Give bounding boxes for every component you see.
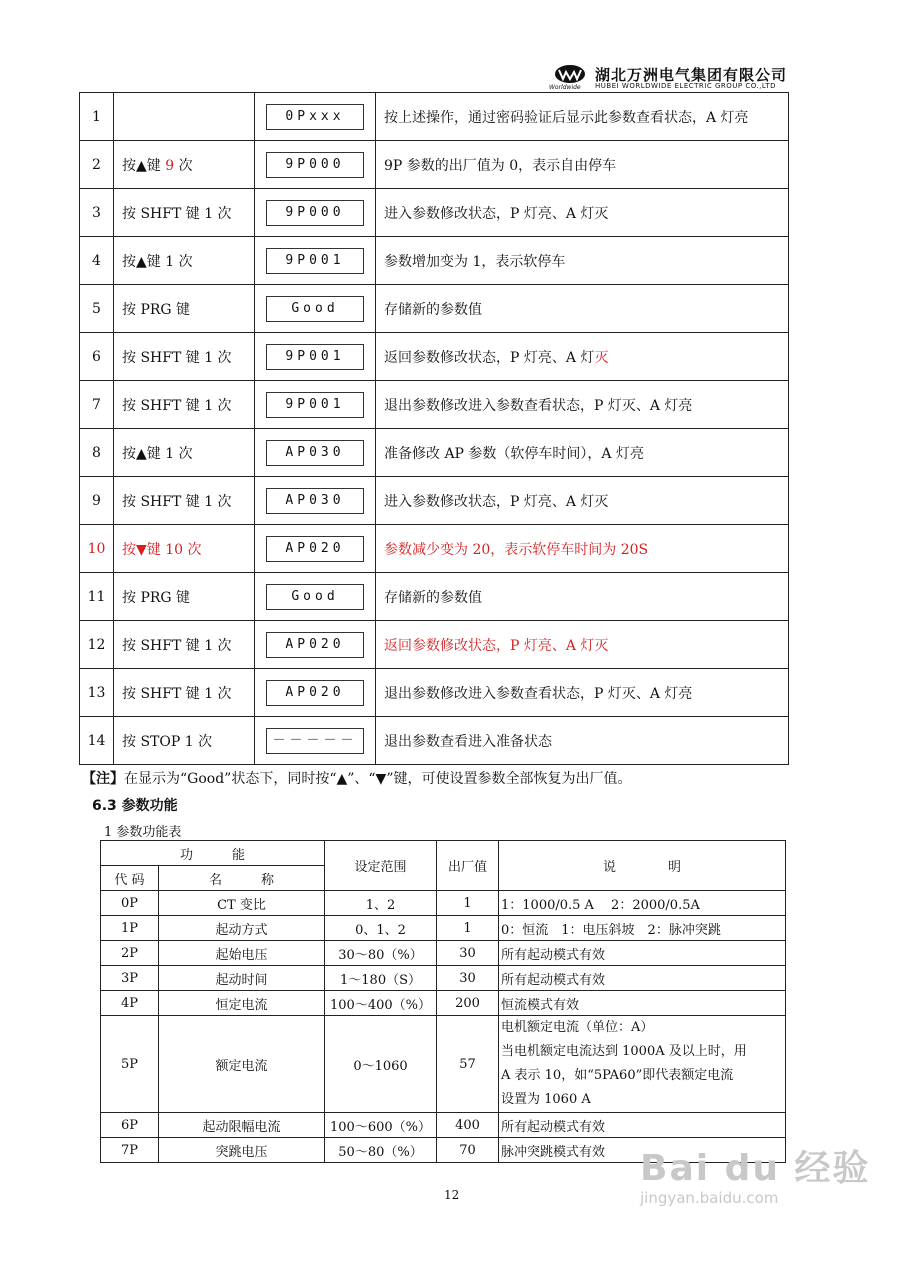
param-description: 电机额定电流（单位：A） 当电机额定电流达到 1000A 及以上时，用 A 表示 10，如“5PA60”即代表额定电流 设置为 1060 A xyxy=(499,1016,786,1113)
step-number: 4 xyxy=(80,237,114,285)
display-readout: －－－－－ xyxy=(266,728,364,754)
param-default: 200 xyxy=(437,991,499,1016)
param-range: 30～80（%） xyxy=(325,941,437,966)
step-number: 2 xyxy=(80,141,114,189)
step-description: 退出参数修改进入参数查看状态，P 灯灭、A 灯亮 xyxy=(376,669,789,717)
table-row xyxy=(101,916,786,941)
table-row xyxy=(80,477,789,525)
step-number: 11 xyxy=(80,573,114,621)
param-default: 400 xyxy=(437,1113,499,1138)
table-row xyxy=(101,891,786,916)
param-name: 恒定电流 xyxy=(159,991,325,1016)
param-code: 0P xyxy=(101,891,159,916)
display-readout: Good xyxy=(266,584,364,610)
param-range: 1、2 xyxy=(325,891,437,916)
param-name: 起动限幅电流 xyxy=(159,1113,325,1138)
param-code: 3P xyxy=(101,966,159,991)
param-default: 30 xyxy=(437,941,499,966)
parameter-function-table xyxy=(100,840,786,1163)
step-operation: 按 SHFT 键 1 次 xyxy=(114,669,255,717)
display-readout: AP020 xyxy=(266,536,364,562)
table-row xyxy=(80,429,789,477)
table-row xyxy=(80,573,789,621)
step-number: 5 xyxy=(80,285,114,333)
table-row xyxy=(80,525,789,573)
display-readout: AP030 xyxy=(266,488,364,514)
step-description: 按上述操作，通过密码验证后显示此参数查看状态，A 灯亮 xyxy=(376,93,789,141)
display-readout: 0Pxxx xyxy=(266,104,364,130)
step-operation: 按 PRG 键 xyxy=(114,285,255,333)
baidu-watermark: Bai du 经验 jingyan.baidu.com xyxy=(640,1148,871,1207)
section-title: 6.3 参数功能 xyxy=(92,798,178,814)
param-code: 1P xyxy=(101,916,159,941)
display-readout: 9P001 xyxy=(266,248,364,274)
table-row xyxy=(80,717,789,765)
step-description: 参数增加变为 1，表示软停车 xyxy=(376,237,789,285)
step-operation: 按 PRG 键 xyxy=(114,573,255,621)
table-header-row xyxy=(101,841,786,866)
table-row xyxy=(101,1113,786,1138)
step-number: 1 xyxy=(80,93,114,141)
operation-steps-table xyxy=(79,92,789,765)
note-text: 【注】在显示为“Good”状态下，同时按“▲”、“▼”键，可使设置参数全部恢复为出厂值。 xyxy=(82,771,632,787)
step-number: 14 xyxy=(80,717,114,765)
table-row xyxy=(80,93,789,141)
table-title: 1 参数功能表 xyxy=(104,825,182,840)
step-operation: 按 SHFT 键 1 次 xyxy=(114,333,255,381)
step-operation: 按▲键 1 次 xyxy=(114,237,255,285)
table-row xyxy=(101,1016,786,1113)
page-header xyxy=(545,64,825,92)
step-description: 返回参数修改状态，P 灯亮、A 灯灭 xyxy=(376,621,789,669)
step-description: 参数减少变为 20，表示软停车时间为 20S xyxy=(376,525,789,573)
param-name: 额定电流 xyxy=(159,1016,325,1113)
param-code: 4P xyxy=(101,991,159,1016)
param-default: 1 xyxy=(437,891,499,916)
param-range: 0、1、2 xyxy=(325,916,437,941)
param-description: 所有起动模式有效 xyxy=(499,966,786,991)
step-operation: 按 SHFT 键 1 次 xyxy=(114,381,255,429)
table-row xyxy=(101,966,786,991)
param-code: 7P xyxy=(101,1138,159,1163)
page-number: 12 xyxy=(444,1188,460,1202)
param-name: 起始电压 xyxy=(159,941,325,966)
param-default: 57 xyxy=(437,1016,499,1113)
step-number: 9 xyxy=(80,477,114,525)
step-description: 退出参数查看进入准备状态 xyxy=(376,717,789,765)
table-row xyxy=(80,669,789,717)
param-code: 5P xyxy=(101,1016,159,1113)
param-default: 1 xyxy=(437,916,499,941)
param-range: 100～400（%） xyxy=(325,991,437,1016)
table-row xyxy=(80,381,789,429)
step-description: 退出参数修改进入参数查看状态，P 灯灭、A 灯亮 xyxy=(376,381,789,429)
step-number: 3 xyxy=(80,189,114,237)
header-description: 说 明 xyxy=(499,841,786,891)
table-row xyxy=(101,991,786,1016)
step-description: 进入参数修改状态，P 灯亮、A 灯灭 xyxy=(376,477,789,525)
display-readout: 9P001 xyxy=(266,392,364,418)
param-description: 恒流模式有效 xyxy=(499,991,786,1016)
step-operation: 按▼键 10 次 xyxy=(114,525,255,573)
param-description: 脉冲突跳模式有效 xyxy=(499,1138,786,1163)
logo-subtext: Worldwide xyxy=(549,84,581,91)
table-row xyxy=(80,189,789,237)
step-operation: 按▲键 1 次 xyxy=(114,429,255,477)
step-description: 返回参数修改状态，P 灯亮、A 灯灭 xyxy=(376,333,789,381)
step-operation: 按▲键 9 次 xyxy=(114,141,255,189)
step-operation xyxy=(114,93,255,141)
param-range: 0～1060 xyxy=(325,1016,437,1113)
header-default: 出厂值 xyxy=(437,841,499,891)
display-readout: AP030 xyxy=(266,440,364,466)
param-name: 起动时间 xyxy=(159,966,325,991)
param-name: CT 变比 xyxy=(159,891,325,916)
param-name: 突跳电压 xyxy=(159,1138,325,1163)
display-readout: 9P000 xyxy=(266,200,364,226)
table-row xyxy=(80,285,789,333)
param-code: 6P xyxy=(101,1113,159,1138)
step-number: 10 xyxy=(80,525,114,573)
display-readout: AP020 xyxy=(266,680,364,706)
param-description: 1：1000/0.5 A 2：2000/0.5A xyxy=(499,891,786,916)
step-operation: 按 STOP 1 次 xyxy=(114,717,255,765)
param-description: 0：恒流 1：电压斜坡 2：脉冲突跳 xyxy=(499,916,786,941)
company-name-cn: 湖北万洲电气集团有限公司 xyxy=(595,66,788,84)
table-row xyxy=(80,621,789,669)
step-description: 存储新的参数值 xyxy=(376,285,789,333)
table-row xyxy=(80,141,789,189)
step-number: 6 xyxy=(80,333,114,381)
param-range: 50～80（%） xyxy=(325,1138,437,1163)
step-number: 12 xyxy=(80,621,114,669)
step-number: 13 xyxy=(80,669,114,717)
table-row xyxy=(80,333,789,381)
step-description: 9P 参数的出厂值为 0，表示自由停车 xyxy=(376,141,789,189)
table-row xyxy=(101,941,786,966)
step-description: 准备修改 AP 参数（软停车时间），A 灯亮 xyxy=(376,429,789,477)
display-readout: 9P001 xyxy=(266,344,364,370)
step-operation: 按 SHFT 键 1 次 xyxy=(114,189,255,237)
param-default: 30 xyxy=(437,966,499,991)
header-code: 代 码 xyxy=(101,866,159,891)
table-row xyxy=(80,237,789,285)
step-description: 进入参数修改状态，P 灯亮、A 灯灭 xyxy=(376,189,789,237)
step-number: 8 xyxy=(80,429,114,477)
display-readout: AP020 xyxy=(266,632,364,658)
param-range: 100～600（%） xyxy=(325,1113,437,1138)
header-name: 名 称 xyxy=(159,866,325,891)
param-code: 2P xyxy=(101,941,159,966)
param-description: 所有起动模式有效 xyxy=(499,941,786,966)
header-function: 功 能 xyxy=(101,841,325,866)
header-range: 设定范围 xyxy=(325,841,437,891)
company-name-en: HUBEI WORLDWIDE ELECTRIC GROUP CO.,LTD xyxy=(595,82,776,90)
param-range: 1～180（S） xyxy=(325,966,437,991)
param-name: 起动方式 xyxy=(159,916,325,941)
step-description: 存储新的参数值 xyxy=(376,573,789,621)
param-description: 所有起动模式有效 xyxy=(499,1113,786,1138)
step-operation: 按 SHFT 键 1 次 xyxy=(114,477,255,525)
step-number: 7 xyxy=(80,381,114,429)
display-readout: Good xyxy=(266,296,364,322)
param-default: 70 xyxy=(437,1138,499,1163)
display-readout: 9P000 xyxy=(266,152,364,178)
step-operation: 按 SHFT 键 1 次 xyxy=(114,621,255,669)
